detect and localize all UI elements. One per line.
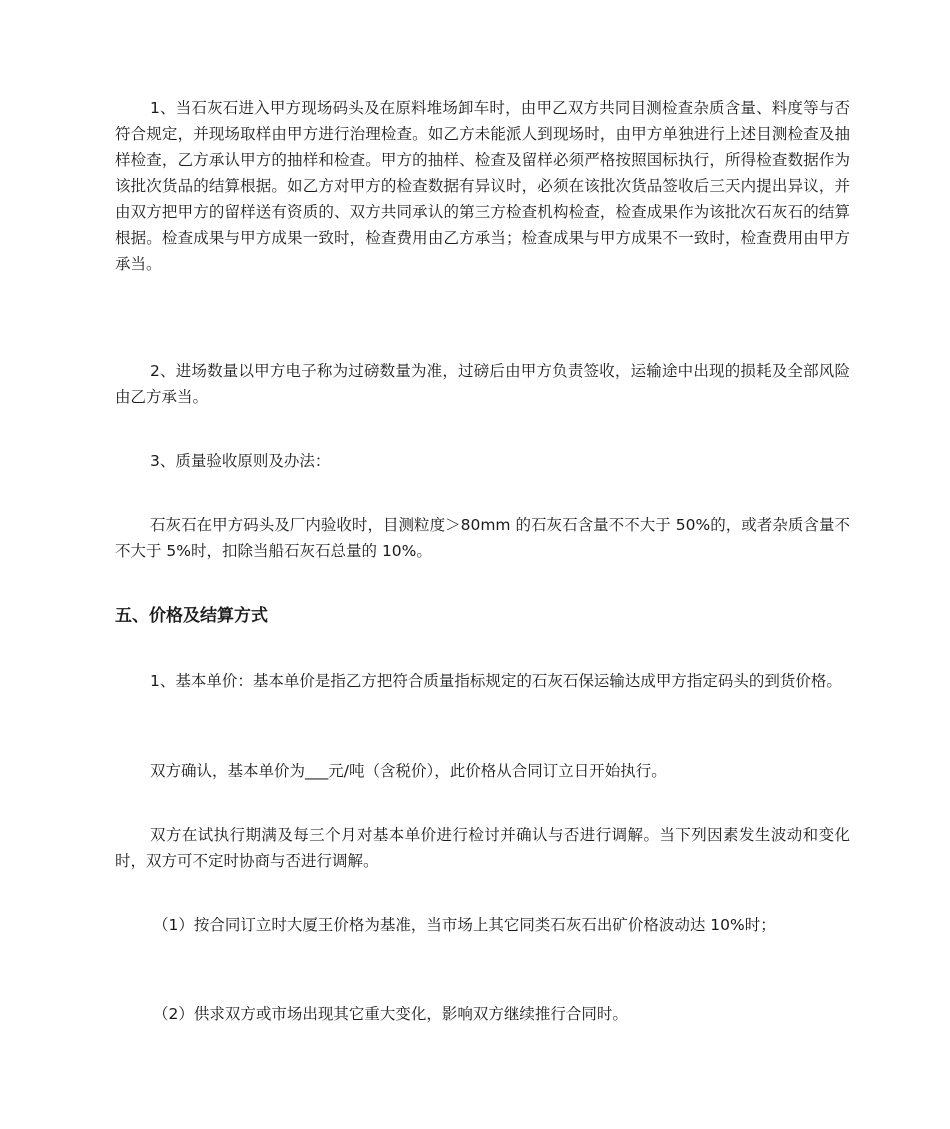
section-heading-price: 五、价格及结算方式 <box>115 606 268 626</box>
paragraph-condition-2: （2）供求双方或市场出现其它重大变化，影响双方继续推行合同时。 <box>153 1005 628 1023</box>
paragraph-inspection: 1、当石灰石进入甲方现场码头及在原料堆场卸车时，由甲乙双方共同目测检查杂质含量、料度等与否符合规定，并现场取样由甲方进行治理检查。如乙方未能派人到现场时，由甲方单独进行上述目测检查及抽样检查，乙方承认甲方的抽样和检查。甲方的抽样、检查及留样必须严格按照国标执行，所得检查数据作为该批次货品的结算根据。如乙方对甲方的检查数据有异议时，必须在该批次货品签收后三天内提出异议，并由双方把甲方的留样送有资质的、双方共同承认的第三方检查机构检查，检查成果作为该批次石灰石的结算根据。检查成果与甲方成果一致时，检查费用由乙方承当；检查成果与甲方成果不一致时，检查费用由甲方承当。 <box>115 99 850 273</box>
paragraph-quality-principles: 3、质量验收原则及办法： <box>150 452 331 470</box>
paragraph-quantity: 2、进场数量以甲方电子称为过磅数量为准，过磅后由甲方负责签收，运输途中出现的损耗及全部风险由乙方承当。 <box>115 362 850 406</box>
paragraph-price-review: 双方在试执行期满及每三个月对基本单价进行检讨并确认与否进行调解。当下列因素发生波动和变化时，双方可不定时协商与否进行调解。 <box>115 826 850 870</box>
paragraph-acceptance: 石灰石在甲方码头及厂内验收时，目测粒度＞80mm 的石灰石含量不不大于 50%的，或者杂质含量不不大于 5%时，扣除当船石灰石总量的 10%。 <box>115 516 850 560</box>
paragraph-price-confirmation: 双方确认，基本单价为___元/吨（含税价），此价格从合同订立日开始执行。 <box>150 762 667 780</box>
paragraph-condition-1: （1）按合同订立时大厦王价格为基准，当市场上其它同类石灰石出矿价格波动达 10%时； <box>153 916 776 934</box>
paragraph-base-price: 1、基本单价：基本单价是指乙方把符合质量指标规定的石灰石保运输达成甲方指定码头的到货价格。 <box>150 672 842 690</box>
